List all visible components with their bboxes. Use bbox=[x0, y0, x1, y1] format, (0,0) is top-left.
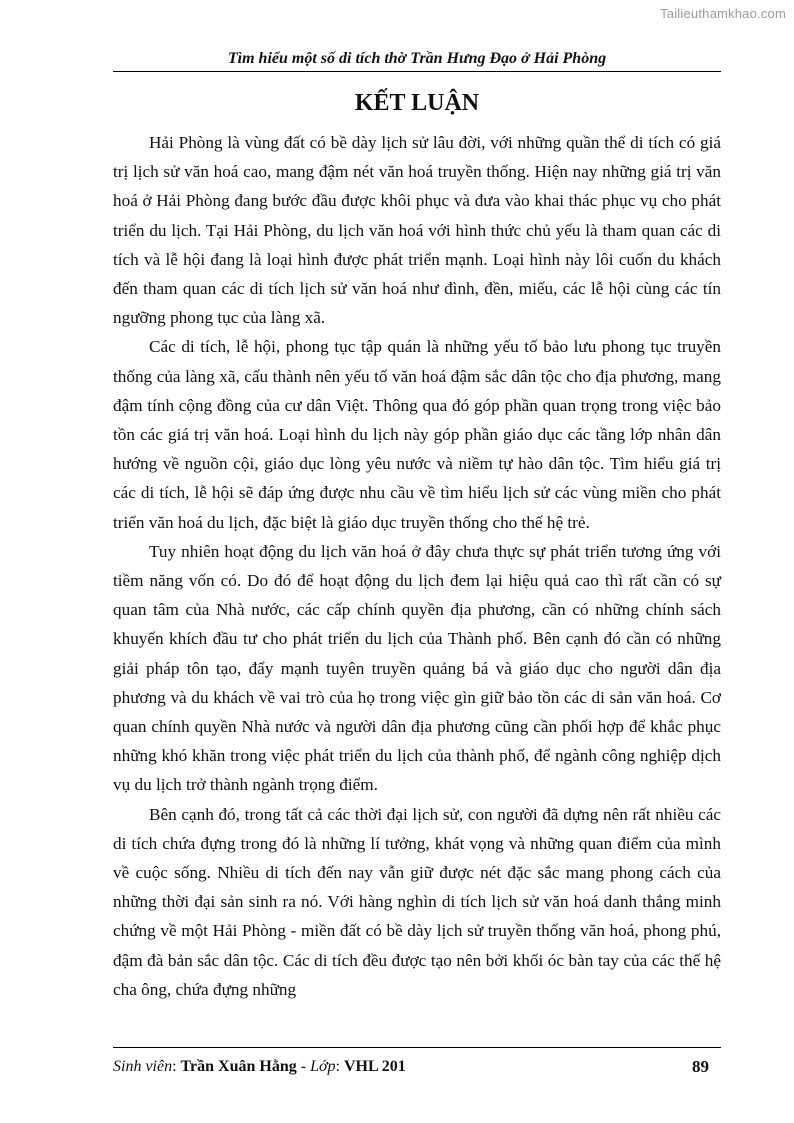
class-label: Lớp bbox=[310, 1058, 336, 1075]
body-text bbox=[113, 128, 721, 1004]
paragraph: Tuy nhiên hoạt động du lịch văn hoá ở đây chưa thực sự phát triển tương ứng với tiềm năng vốn có. Do đó để hoạt động du lịch đem lại hiệu quả cao thì rất cần có sự quan tâm của Nhà nước, các cấp chính quyền địa phương, cần có những chính sách khuyến khích đầu tư cho phát triển du lịch của Thành phố. Bên cạnh đó cần có những giải pháp tôn tạo, đẩy mạnh tuyên truyền quảng bá và giáo dục cho người dân địa phương và du khách về vai trò của họ trong việc gìn giữ bảo tồn các di sản văn hoá. Cơ quan chính quyền Nhà nước và người dân địa phương cũng cần phối hợp để khắc phục những khó khăn trong việc phát triển du lịch của thành phố, để ngành công nghiệp dịch vụ du lịch trở thành ngành trọng điểm. bbox=[113, 541, 721, 795]
student-name: Trần Xuân Hằng bbox=[180, 1058, 297, 1075]
paragraph: Các di tích, lễ hội, phong tục tập quán là những yếu tố bảo lưu phong tục truyền thống của làng xã, cấu thành nên yếu tố văn hoá đậm sắc dân tộc cho địa phương, mang đậm tính cộng đồng của cư dân Việt. Thông qua đó góp phần quan trọng trong việc bảo tồn các giá trị văn hoá. Loại hình du lịch này góp phần giáo dục các tầng lớp nhân dân hướng về nguồn cội, giáo dục lòng yêu nước và niềm tự hào dân tộc. Tìm hiểu giá trị các di tích, lễ hội sẽ đáp ứng được nhu cầu về tìm hiểu lịch sử các vùng miền cho phát triển văn hoá du lịch, đặc biệt là giáo dục truyền thống cho thế hệ trẻ. bbox=[113, 337, 721, 532]
running-header: Tìm hiểu một số di tích thờ Trần Hưng Đạo ở Hải Phòng bbox=[227, 50, 607, 67]
page-number: 89 bbox=[692, 1057, 709, 1076]
student-label: Sinh viên bbox=[113, 1058, 173, 1075]
paragraph: Hải Phòng là vùng đất có bề dày lịch sử lâu đời, với những quần thể di tích có giá trị lịch sử văn hoá cao, mang đậm nét văn hoá truyền thống. Hiện nay những giá trị văn hoá ở Hải Phòng đang bước đầu được khôi phục và đưa vào khai thác phục vụ cho phát triển du lịch. Tại Hải Phòng, du lịch văn hoá với hình thức chủ yếu là tham quan các di tích và lễ hội đang là loại hình được phát triển mạnh. Loại hình này lôi cuốn du khách đến tham quan các di tích lịch sử văn hoá như đình, đền, miếu, các lễ hội cùng các tín ngưỡng phong tục của làng xã. bbox=[113, 133, 721, 328]
page-footer bbox=[113, 1055, 721, 1079]
header-divider bbox=[113, 71, 721, 72]
class-value: VHL 201 bbox=[343, 1058, 406, 1075]
watermark: Tailieuthamkhao.com bbox=[660, 6, 786, 21]
paragraph: Bên cạnh đó, trong tất cả các thời đại lịch sử, con người đã dựng nên rất nhiều các di tích chứa đựng trong đó là những lí tưởng, khát vọng và những quan điểm của mình về cuộc sống. Nhiều di tích đến nay vẫn giữ được nét đặc sắc mang phong cách của những thời đại sản sinh ra nó. Với hàng nghìn di tích lịch sử văn hoá danh thắng minh chứng về một Hải Phòng - miền đất có bề dày lịch sử truyền thống văn hoá, phong phú, đậm đà bản sắc dân tộc. Các di tích đều được tạo nên bởi khối óc bàn tay của các thế hệ cha ông, chứa đựng những bbox=[113, 804, 721, 999]
student-credit: Sinh viên: Trần Xuân Hằng - Lớp: VHL 201 bbox=[113, 1058, 406, 1075]
footer-divider bbox=[113, 1047, 721, 1048]
page-title: KẾT LUẬN bbox=[354, 90, 480, 116]
